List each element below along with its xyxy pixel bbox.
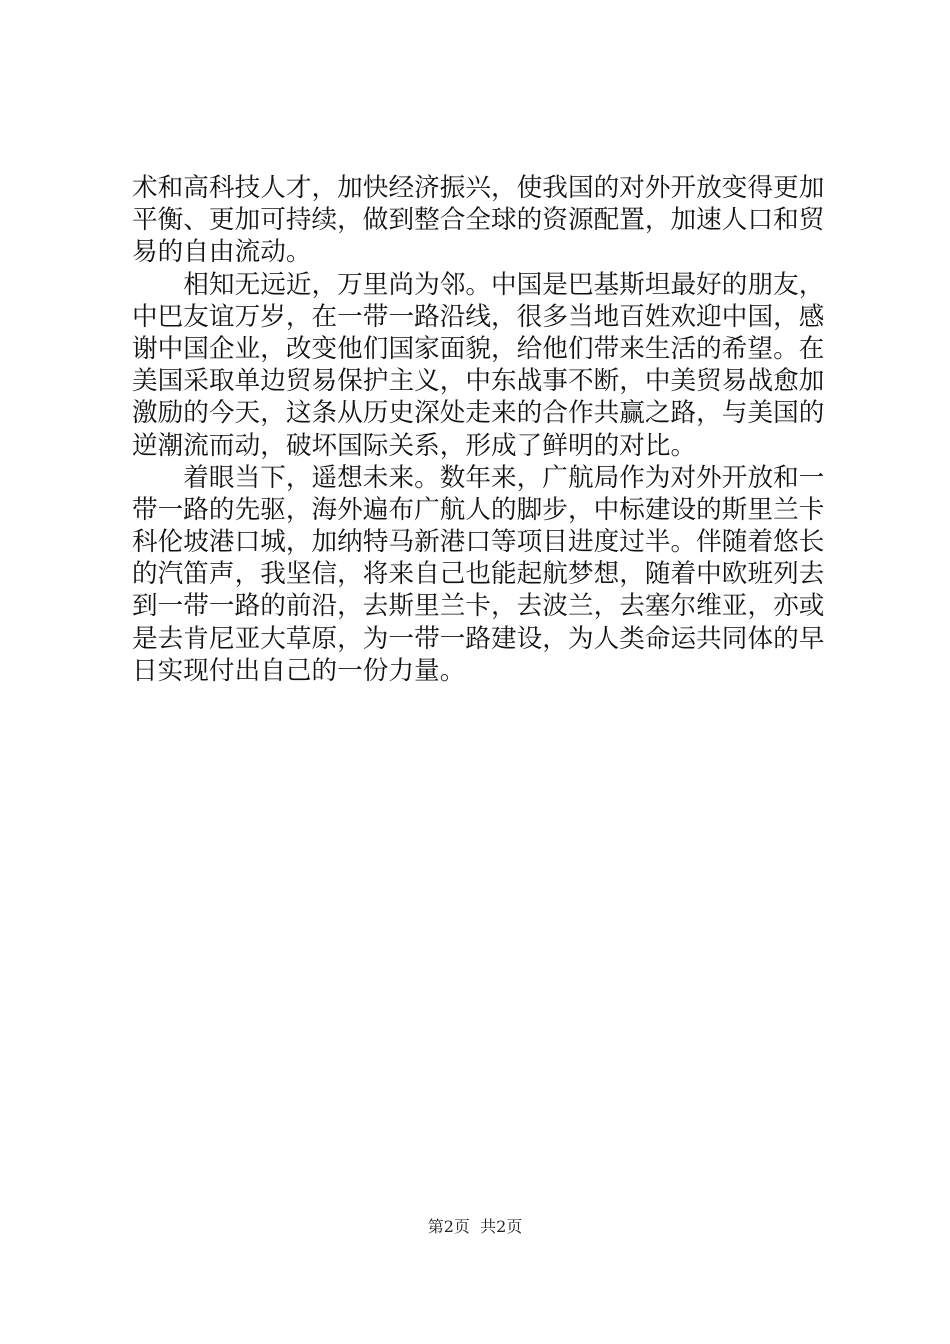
text-line: 着眼当下，遥想未来。数年来，广航局作为对外开放和一	[132, 462, 825, 493]
document-body	[132, 172, 832, 687]
text-line: 平衡、更加可持续，做到整合全球的资源配置，加速人口和贸	[132, 205, 825, 236]
page-number-footer: 第2页 共2页	[427, 1217, 523, 1236]
text-line: 带一路的先驱，海外遍布广航人的脚步，中标建设的斯里兰卡	[132, 494, 825, 525]
paragraph-1	[132, 172, 832, 269]
text-line: 日实现付出自己的一份力量。	[132, 655, 466, 686]
text-line: 是去肯尼亚大草原，为一带一路建设，为人类命运共同体的早	[132, 623, 825, 654]
text-line: 术和高科技人才，加快经济振兴，使我国的对外开放变得更加	[132, 173, 825, 203]
text-line: 逆潮流而动，破坏国际关系，形成了鲜明的对比。	[132, 430, 697, 461]
text-line: 美国采取单边贸易保护主义，中东战事不断，中美贸易战愈加	[132, 366, 825, 397]
text-line: 到一带一路的前沿，去斯里兰卡，去波兰，去塞尔维亚，亦或	[132, 591, 825, 622]
text-line: 相知无远近，万里尚为邻。中国是巴基斯坦最好的朋友，	[132, 269, 825, 300]
text-line: 谢中国企业，改变他们国家面貌，给他们带来生活的希望。在	[132, 333, 825, 364]
text-line: 的汽笛声，我坚信，将来自己也能起航梦想，随着中欧班列去	[132, 559, 825, 590]
text-line: 易的自由流动。	[132, 237, 312, 268]
text-line: 激励的今天，这条从历史深处走来的合作共赢之路，与美国的	[132, 398, 825, 429]
text-line: 中巴友谊万岁，在一带一路沿线，很多当地百姓欢迎中国，感	[132, 301, 825, 332]
paragraph-3	[132, 462, 832, 687]
text-line: 科伦坡港口城，加纳特马新港口等项目进度过半。伴随着悠长	[132, 527, 825, 558]
paragraph-2	[132, 269, 832, 462]
